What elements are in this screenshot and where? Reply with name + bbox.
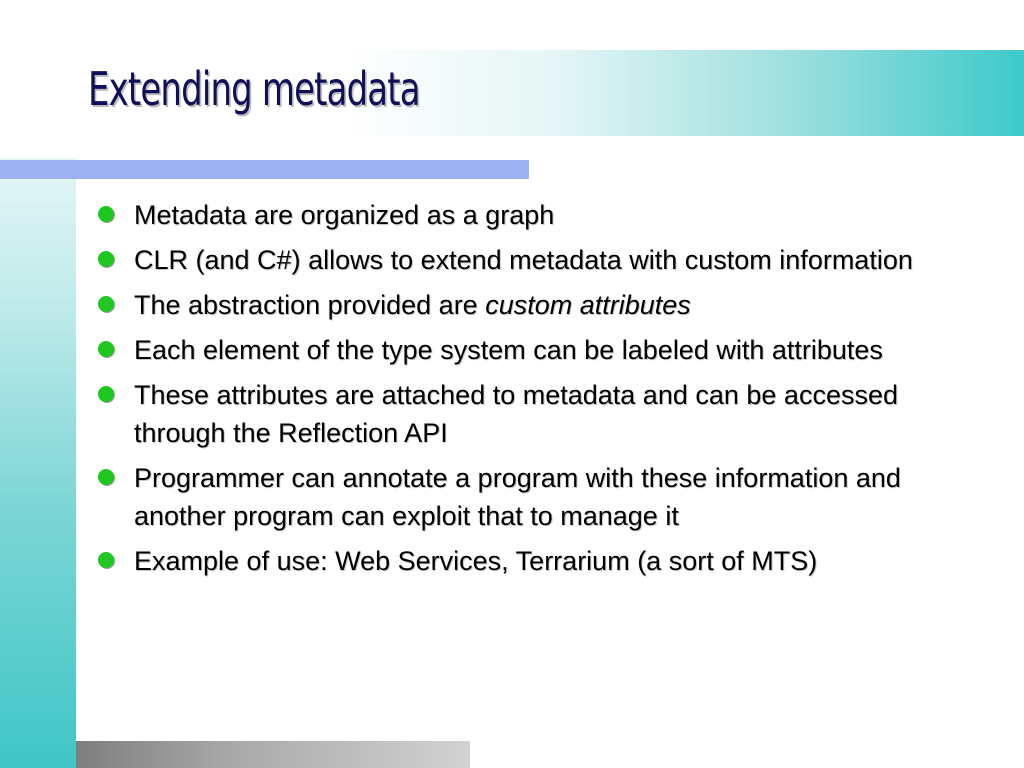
bullet-item <box>96 459 996 535</box>
bullet-text: The abstraction provided are <box>134 290 486 320</box>
bullet-text: These attributes are attached to metadata and can be accessed through the Reflection API <box>134 380 898 448</box>
accent-bar <box>0 160 529 179</box>
bullet-text: Metadata are organized as a graph <box>134 200 555 230</box>
bullet-dot-icon <box>98 469 114 485</box>
bullet-item <box>96 331 996 369</box>
top-white-band <box>0 0 1024 50</box>
title-left-white <box>0 0 76 158</box>
bullet-dot-icon <box>98 341 114 357</box>
bullet-item <box>96 376 996 452</box>
bullet-item <box>96 196 996 234</box>
bullet-text: Example of use: Web Services, Terrarium (a sort of MTS) <box>134 546 818 576</box>
bullet-dot-icon <box>98 251 114 267</box>
bottom-gray-bar <box>76 741 470 768</box>
bullet-list <box>96 196 996 587</box>
bullet-emphasis-text: custom attributes <box>485 290 691 320</box>
bullet-dot-icon <box>98 206 114 222</box>
bullet-dot-icon <box>98 296 114 312</box>
bullet-dot-icon <box>98 386 114 402</box>
bullet-text: Each element of the type system can be labeled with attributes <box>134 335 883 365</box>
bullet-text: Programmer can annotate a program with these information and another program can exploit that to manage it <box>134 463 901 531</box>
bullet-item <box>96 542 996 580</box>
slide-title: Extending metadata <box>88 62 420 116</box>
bullet-item <box>96 286 996 324</box>
bullet-text: CLR (and C#) allows to extend metadata with custom information <box>134 245 913 275</box>
bullet-item <box>96 241 996 279</box>
bullet-dot-icon <box>98 552 114 568</box>
